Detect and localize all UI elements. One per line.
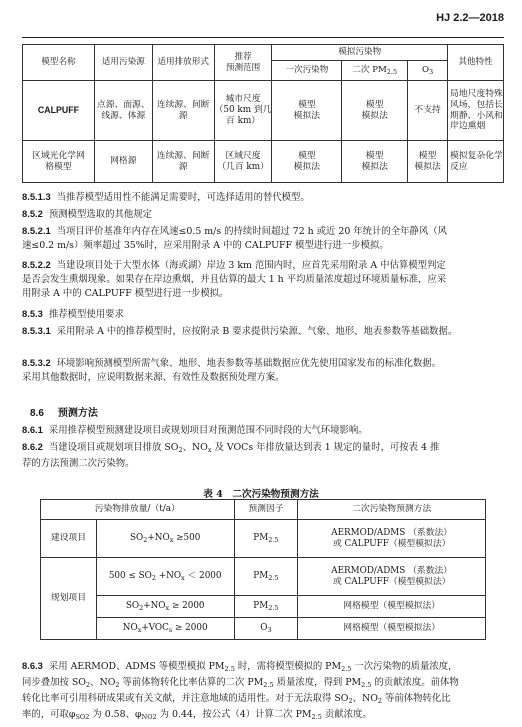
table-row: $SO_2+NO_x \ge 2000$ $PM_{2.5}$ 网格模型（模型模拟法） bbox=[41, 596, 486, 618]
paragraph-8-6-2: 8.6.2 当建设项目或规划项目排放 $SO_2$、$NO_x$ 及 VOCs 年排放量达到表 1 规定的量时，可按表 4 推 荐的方法预测二次污染物。 bbox=[22, 441, 440, 469]
paragraph-8-6-3: 8.6.3 采用 AERMOD、ADMS 等模型模拟 $PM_{2.5}$ 时，需将模型模拟的 $PM_{2.5}$ 一次污染物的质量浓度， 同步叠加按 $SO_2$、$NO_2$ 等前体物转化比率估算的二次 $PM_{2.5}$ 质量浓度，得到 $PM_{2.5}$ 的贡献浓度。前体物 转化比率可引用科研成果或有关文献，并注意地域的适用性。对于无法取得 $SO_2$、$NO_2$ 等前体物转化比 率的，可取$\varphi_{SO2}$ 为 0.58、$\varphi_{NO2}$ 为 0.44，按公式（4）计算二次 $PM_{2.5}$ 贡献浓度。 bbox=[22, 660, 459, 721]
standard-code: HJ 2.2—2018 bbox=[436, 12, 504, 24]
paragraph-8-5-3-1: 8.5.3.1 采用附录 A 中的推荐模型时，应按附录 B 要求提供污染源、气象、地形、地表参数等基础数据。 bbox=[22, 325, 458, 337]
top-rule bbox=[22, 37, 504, 38]
paragraph-8-5-3: 8.5.3 推荐模型使用要求 bbox=[22, 308, 124, 320]
col-emission: 适用排放形式 bbox=[152, 45, 214, 81]
col-source: 适用污染源 bbox=[94, 45, 152, 81]
table4-caption: 表 4 二次污染物预测方法 bbox=[203, 489, 319, 500]
secondary-pollutant-table bbox=[40, 499, 486, 640]
col-other: 其他特性 bbox=[448, 45, 504, 81]
col-sim-group: 模拟污染物 bbox=[272, 45, 448, 61]
table-row: 建设项目 $SO_2+NO_x \ge 500$ $PM_{2.5}$ AERMOD/ADMS （系数法） 或 CALPUFF（模型模拟法） bbox=[41, 520, 486, 558]
paragraph-8-5-3-2: 8.5.3.2 环境影响预测模型所需气象、地形、地表参数等基础数据应优先使用国家发布的标准化数据。 采用其他数据时，应说明数据来源、有效性及数据预处理方案。 bbox=[22, 357, 442, 383]
col-emission-amount: 污染物排放量/（t/a） bbox=[41, 500, 235, 520]
col-factor: 预测因子 bbox=[234, 500, 298, 520]
col-scope: 推荐 预测范围 bbox=[214, 45, 272, 81]
paragraph-8-5-2-1: 8.5.2.1 当项目评价基准年内存在风速≤0.5 m/s 的持续时间超过 72 h 或近 20 年统计的全年静风（风 速≤0.2 m/s）频率超过 35%时，应采用附录 A 中的 CALPUFF 模型进行进一步模拟。 bbox=[22, 225, 448, 251]
paragraph-8-5-2-2: 8.5.2.2 当建设项目处于大型水体（海或湖）岸边 3 km 范围内时，应首先采用附录 A 中估算模型判定 是否会发生熏烟现象。如果存在岸边熏烟，并且估算的最大 1 h 平均质量浓度超过环境质量标准，应采 用附录 A 中的 CALPUFF 模型进行进一步模拟。 bbox=[22, 259, 447, 299]
table-row: 区域光化学网 格模型 网格源 连续源、间断 源 区域尺度 （几百 km） 模型 模拟法 模型 模拟法 模型 模拟法 模拟复杂化学 反应 bbox=[23, 141, 504, 183]
col-pm25: 二次 $PM_{2.5}$ bbox=[342, 61, 408, 81]
table-row: 规划项目 $500 \le SO_2 +NO_x < 2000$ $PM_{2.5}$ AERMOD/ADMS （系数法） 或 CALPUFF（模型模拟法） bbox=[41, 558, 486, 596]
col-model-name: 模型名称 bbox=[23, 45, 95, 81]
paragraph-8-5-1-3: 8.5.1.3 当推荐模型适用性不能满足需要时，可选择适用的替代模型。 bbox=[22, 191, 310, 203]
section-heading: 8.6 预测方法 bbox=[30, 408, 98, 419]
paragraph-8-5-2: 8.5.2 预测模型选取的其他规定 bbox=[22, 208, 152, 220]
table-row: CALPUFF 点源、面源、 线源、体源 连续源、间断 源 城市尺度 （50 km 到几 百 km） 模型 模拟法 模型 模拟法 不支持 局地尺度特殊 风场，包括长 期静、小风和 岸边熏烟 bbox=[23, 81, 504, 141]
col-primary: 一次污染物 bbox=[272, 61, 342, 81]
paragraph-8-6-1: 8.6.1 采用推荐模型预测建设项目或规划项目对预测范围不同时段的大气环境影响。 bbox=[22, 424, 368, 436]
model-table bbox=[22, 44, 504, 183]
table-row: $NO_x+VOC_s \ge 2000$ $O_3$ 网格模型（模型模拟法） bbox=[41, 618, 486, 640]
col-method: 二次污染物预测方法 bbox=[298, 500, 486, 520]
col-o3: $O_3$ bbox=[408, 61, 448, 81]
